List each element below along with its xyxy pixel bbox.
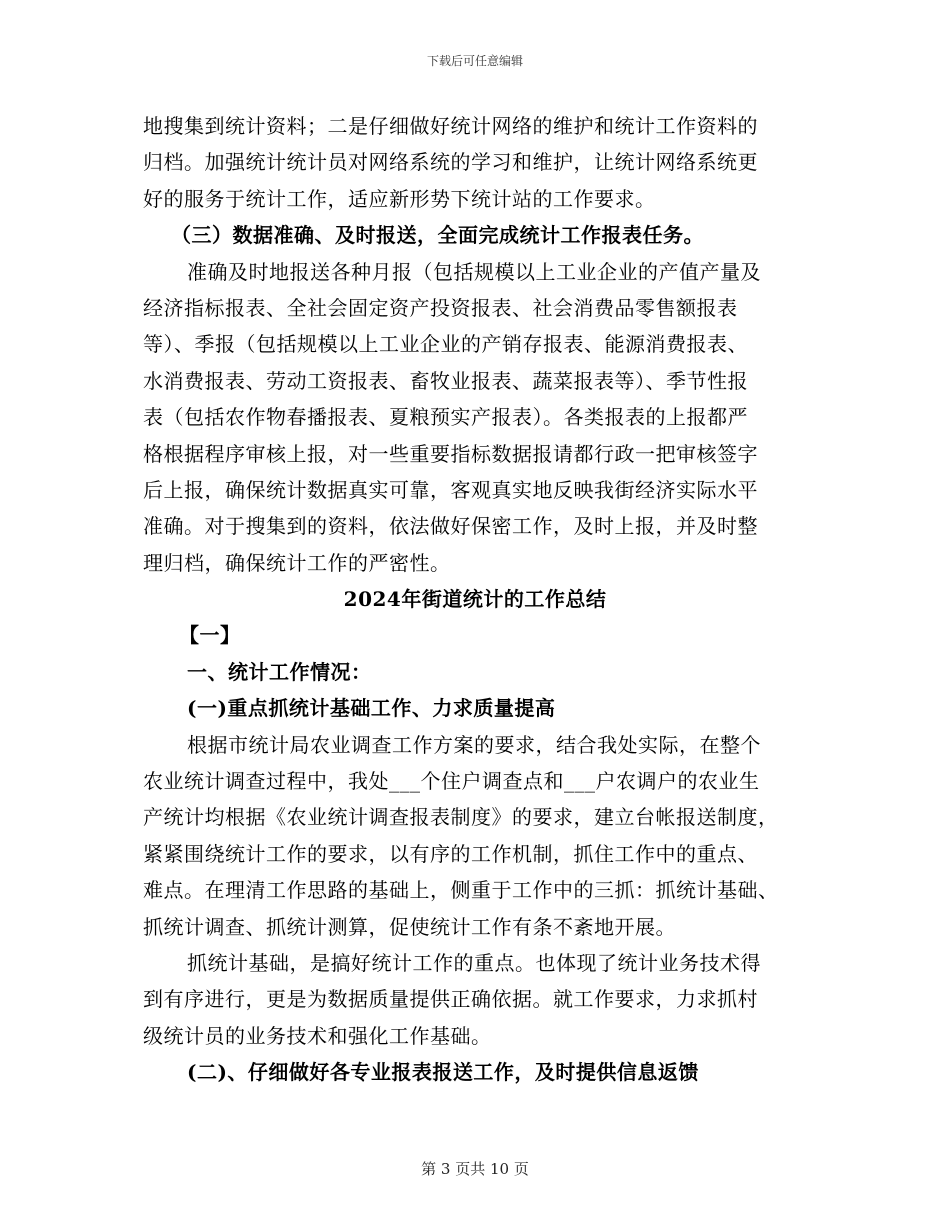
- paragraph-line: 级统计员的业务技术和强化工作基础。: [143, 1023, 492, 1048]
- paragraph-line: 格根据程序审核上报，对一些重要指标数据报请都行政一把审核签字: [143, 441, 758, 466]
- paragraph-line: 好的服务于统计工作，适应新形势下统计站的工作要求。: [143, 186, 656, 211]
- paragraph-line: 理归档，确保统计工作的严密性。: [143, 550, 451, 575]
- paragraph-line: 难点。在理清工作思路的基础上，侧重于工作中的三抓：抓统计基础、: [143, 878, 779, 903]
- part-marker: 【一】: [179, 623, 241, 648]
- paragraph-line: 到有序进行，更是为数据质量提供正确依据。就工作要求，力求抓村: [143, 987, 758, 1012]
- paragraph-line: 根据市统计局农业调查工作方案的要求，结合我处实际，在整个: [187, 732, 761, 757]
- paragraph-line: 等）、季报（包括规模以上工业企业的产销存报表、能源消费报表、: [143, 332, 748, 357]
- document-body: [143, 108, 807, 1091]
- paragraph-line: 归档。加强统计统计员对网络系统的学习和维护，让统计网络系统更: [143, 150, 758, 175]
- subsection-heading-1: (一)重点抓统计基础工作、力求质量提高: [187, 696, 556, 721]
- paragraph-line: 准确及时地报送各种月报（包括规模以上工业企业的产值产量及: [187, 259, 761, 284]
- paragraph-line: 后上报，确保统计数据真实可靠，客观真实地反映我街经济实际水平: [143, 477, 758, 502]
- paragraph-line: 紧紧围绕统计工作的要求，以有序的工作机制，抓住工作中的重点、: [143, 841, 758, 866]
- section-heading-1: 一、统计工作情况：: [187, 659, 372, 684]
- paragraph-line: 经济指标报表、全社会固定资产投资报表、社会消费品零售额报表: [143, 295, 738, 320]
- paragraph-line: 抓统计调查、抓统计测算，促使统计工作有条不紊地开展。: [143, 914, 676, 939]
- document-title: 2024年街道统计的工作总结: [343, 587, 607, 612]
- section-heading-3: （三）数据准确、及时报送，全面完成统计工作报表任务。: [171, 223, 704, 248]
- paragraph-line: 产统计均根据《农业统计调查报表制度》的要求，建立台帐报送制度，: [143, 805, 779, 830]
- paragraph-line: 表（包括农作物春播报表、夏粮预实产报表）。各类报表的上报都严: [143, 405, 748, 430]
- paragraph-line: 准确。对于搜集到的资料，依法做好保密工作，及时上报，并及时整: [143, 514, 758, 539]
- paragraph-line: 地搜集到统计资料；二是仔细做好统计网络的维护和统计工作资料的: [143, 114, 758, 138]
- paragraph-line: 农业统计调查过程中，我处___个住户调查点和___户农调户的农业生: [143, 769, 760, 794]
- page-header: 下载后可任意编辑: [426, 54, 523, 68]
- paragraph-line: 抓统计基础，是搞好统计工作的重点。也体现了统计业务技术得: [187, 950, 761, 975]
- page-footer: 第 3 页共 10 页: [421, 1160, 529, 1178]
- subsection-heading-2: (二)、仔细做好各专业报表报送工作，及时提供信息返馈: [187, 1060, 699, 1085]
- paragraph-line: 水消费报表、劳动工资报表、畜牧业报表、蔬菜报表等）、季节性报: [143, 368, 748, 393]
